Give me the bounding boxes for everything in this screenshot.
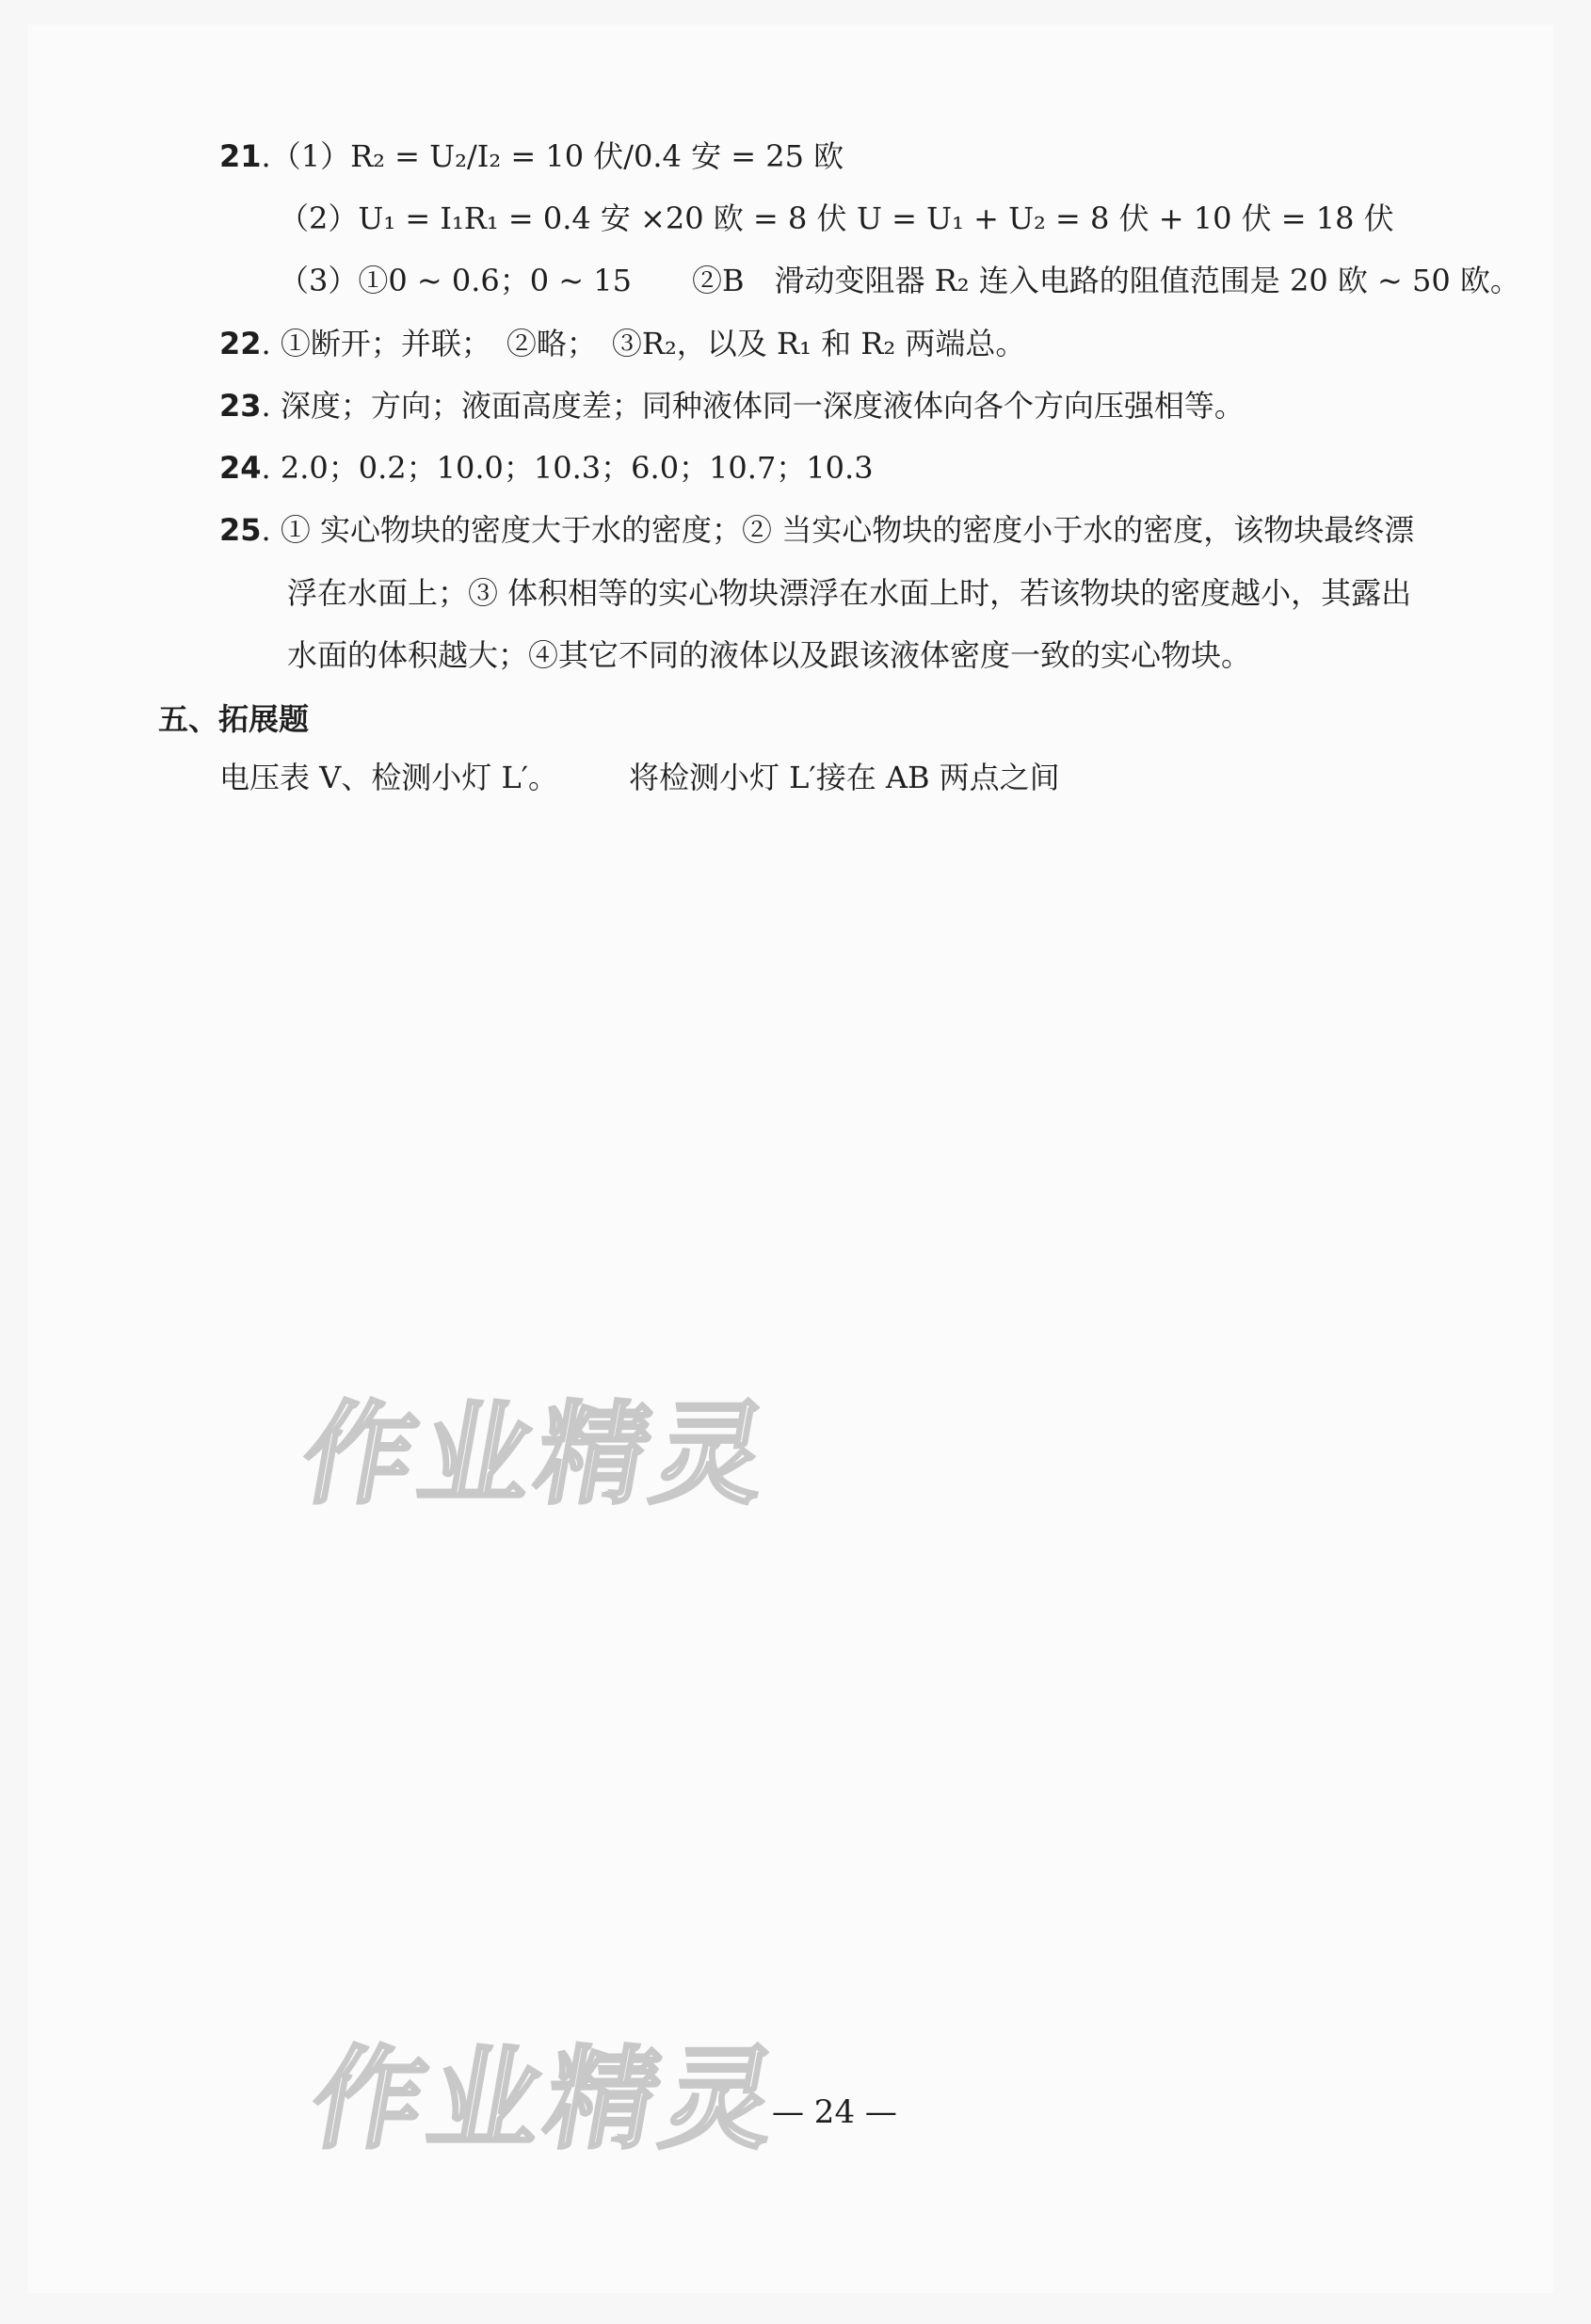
q25-number: 25 [219,512,262,548]
q23-text: . 深度；方向；液面高度差；同种液体同一深度液体向各个方向压强相等。 [261,388,1245,424]
q25-text-2: 浮在水面上；③ 体积相等的实心物块漂浮在水面上时，若该物块的密度越小，其露出 [287,575,1412,611]
q21-line1 [219,137,844,175]
q22-text: . ①断开；并联； ②略； ③R₂，以及 R₁ 和 R₂ 两端总。 [261,326,1026,361]
q23-number: 23 [219,388,262,424]
q25-line1 [219,511,1414,549]
document-page [28,24,1553,2293]
section5-answer-b: 将检测小灯 L′接在 AB 两点之间 [629,760,1060,795]
q21-part2b: U = U₁ + U₂ = 8 伏 + 10 伏 = 18 伏 [857,200,1394,236]
q22-line [219,325,1025,362]
q21-part3: （3）①0 ~ 0.6；0 ~ 15 ②B 滑动变阻器 R₂ 连入电路的阻值范围是 20 欧 ~ 50 欧。 [279,263,1520,298]
q24-line [219,449,874,487]
q23-line [219,387,1245,425]
watermark-lower: 作业精灵 [302,2034,793,2164]
q21-part1: .（1）R₂ = U₂/I₂ = 10 伏/0.4 安 = 25 欧 [261,138,844,174]
page-number: — 24 — [772,2093,897,2131]
q22-number: 22 [219,326,262,361]
q24-text: . 2.0；0.2；10.0；10.3；6.0；10.7；10.3 [261,450,874,486]
q21-number: 21 [219,138,262,174]
q21-part2a: （2）U₁ = I₁R₁ = 0.4 安 ×20 欧 = 8 伏 [279,200,847,236]
section5-title: 五、拓展题 [158,701,310,737]
q25-text-1: . ① 实心物块的密度大于水的密度；② 当实心物块的密度小于水的密度，该物块最终漂 [261,512,1415,548]
watermark-upper: 作业精灵 [293,1389,783,1519]
section5-answer-a: 电压表 V、检测小灯 L′。 [219,760,558,795]
q24-number: 24 [219,450,262,486]
q25-text-3: 水面的体积越大；④其它不同的液体以及跟该液体密度一致的实心物块。 [287,637,1252,673]
